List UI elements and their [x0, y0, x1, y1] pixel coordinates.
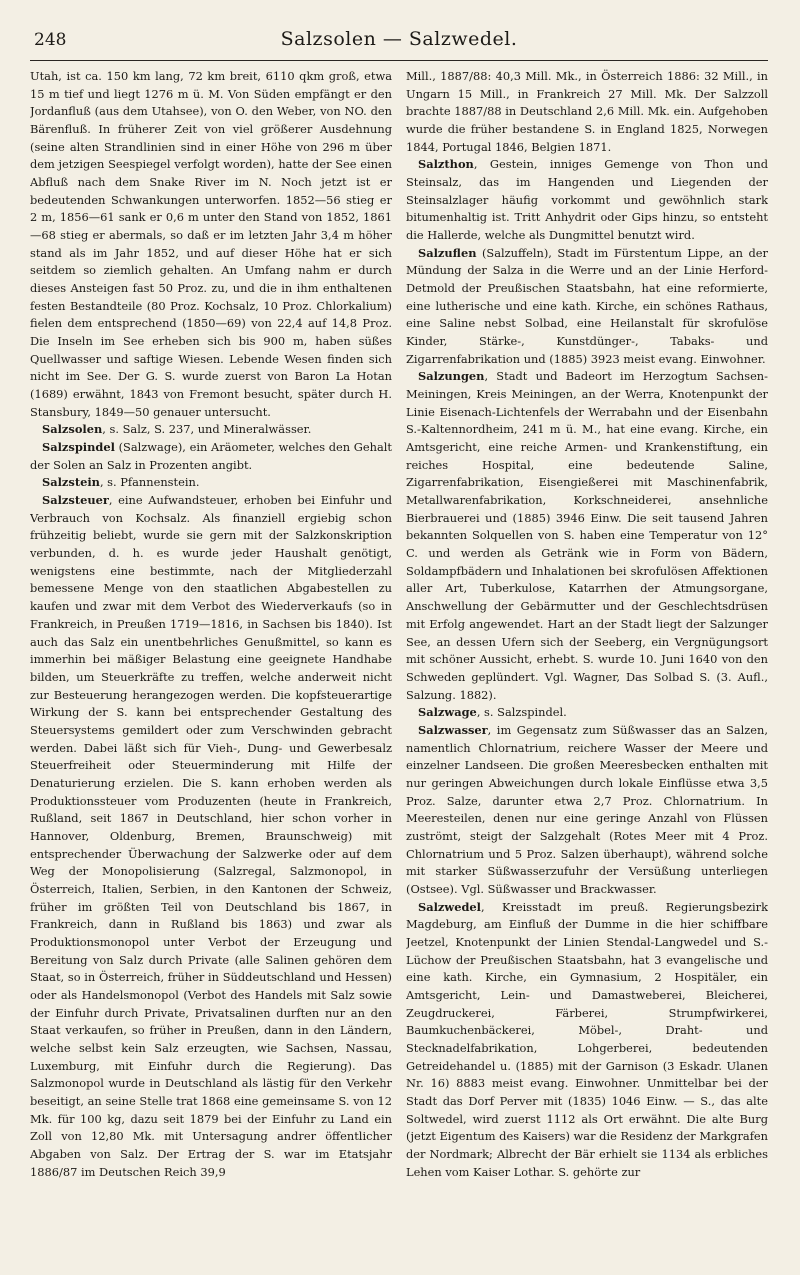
dictionary-entry [30, 421, 392, 439]
entry-headword: Salzspindel [42, 440, 115, 455]
right-column [406, 68, 768, 1259]
dictionary-entry [406, 156, 768, 244]
entry-headword: Salzwedel [418, 899, 481, 914]
entry-text: , Kreisstadt im preuß. Regierungsbezirk Magdeburg, am Einfluß der Dumme in die hier schiffbare Jeetzel, Knotenpunkt der Linien Stendal-Langwedel und S.-Lüchow der Preußischen Staatsbahn, hat 3 evangelische und eine kath. Kirche, ein Gymnasium, 2 Hospitäler, ein Amtsgericht, Lein- und Damastweberei, Bleicherei, Zeugdruckerei, Färberei, Strumpfwirkerei, Baumkuchenbäckerei, Möbel-, Draht- und Stecknadelfabrikation, Lohgerberei, bedeutenden Getreidehandel u. (1885) mit der Garnison (3 Eskadr. Ulanen Nr. 16) 8883 meist evang. Einwohner. Unmittelbar bei der Stadt das Dorf Perver mit (1835) 1046 Einw. — S., das alte Soltwedel, wird zuerst 1112 als Ort erwähnt. Die alte Burg (jetzt Eigentum des Kaisers) war die Residenz der Markgrafen der Nordmark; Albrecht der Bär erhielt sie 1134 als erbliches Lehen vom Kaiser Lothar. S. gehörte zur [406, 899, 768, 1179]
dictionary-entry [30, 439, 392, 474]
page-header [30, 20, 768, 61]
entry-text: , s. Salzspindel. [476, 705, 567, 720]
entry-text: , Gestein, inniges Gemenge von Thon und Steinsalz, das im Hangenden und Liegenden der Steinsalzlager häufig vorkommt und gewöhnlich stark bitumenhaltig ist. Tritt Anhydrit oder Gips hinzu, so entsteht die Hallerde, welche als Dungmittel benutzt wird. [406, 157, 768, 243]
dictionary-entry [30, 474, 392, 492]
entry-headword: Salzthon [418, 157, 474, 172]
entry-headword: Salzuflen [418, 245, 477, 260]
entry-headword: Salzwasser [418, 722, 488, 737]
page-number: 248 [34, 30, 67, 50]
dictionary-entry [406, 722, 768, 899]
entry-text: (Salzuffeln), Stadt im Fürstentum Lippe, an der Mündung der Salza in die Werre und an der Linie Herford-Detmold der Preußischen Staatsbahn, hat eine reformierte, eine lutherische und eine kath. Kirche, ein schönes Rathaus, eine Saline nebst Solbad, eine Heilanstalt für skrofulöse Kinder, Stärke-, Kunstdünger-, Tabaks- und Zigarrenfabrikation und (1885) 3923 meist evang. Einwohner. [406, 245, 768, 366]
running-title: Salzsolen — Salzwedel. [280, 28, 518, 50]
entry-text: , s. Pfannenstein. [99, 475, 200, 490]
entry-text: , Stadt und Badeort im Herzogtum Sachsen-Meiningen, Kreis Meiningen, an der Werra, Knotenpunkt der Linie Eisenach-Lichtenfels der Werrabahn und der Eisenbahn S.-Kaltennordheim, 241 m ü. M., hat eine evang. Kirche, ein Amtsgericht, eine reiche Armen- und Krankenstiftung, ein reiches Hospital, eine bedeutende Saline, Zigarrenfabrikation, Eisengießerei mit Maschinenfabrik, Metallwarenfabrikation, Korkschneiderei, ansehnliche Bierbrauerei und (1885) 3946 Einw. Die seit tausend Jahren bekannten Solquellen von S. haben eine Temperatur von 12° C. und werden als Getränk wie in Form von Bädern, Soldampfbädern und Inhalationen bei skrofulösen Affektionen aller Art, Tuberkulose, Katarrhen der Atmungsorgane, Anschwellung der Gebärmutter und der Geschlechtsdrüsen mit Erfolg angewendet. Hart an der Stadt liegt der Salzunger See, an dessen Ufern sich der Seeberg, ein Vergnügungsort mit schöner Aussicht, erhebt. S. wurde 10. Juni 1640 von den Schweden geplündert. Vgl. Wagner, Das Solbad S. (3. Aufl., Salzung. 1882). [406, 369, 768, 702]
entry-text: , s. Salz, S. 237, und Mineralwässer. [102, 422, 312, 437]
text-columns [30, 68, 768, 1259]
entry-headword: Salzstein [42, 475, 100, 490]
entry-headword: Salzsteuer [42, 493, 109, 508]
entry-continuation [30, 68, 392, 421]
entry-text: , im Gegensatz zum Süßwasser das an Salzen, namentlich Chlornatrium, reichere Wasser der Meere und einzelner Landseen. Die großen Meeresbecken enthalten mit nur geringen Abweichungen durch lokale Einflüsse etwa 3,5 Proz. Salze, darunter etwa 2,7 Proz. Chlornatrium. In Meeresteilen, denen nur eine geringe Anzahl von Flüssen zuströmt, steigt der Salzgehalt (Rotes Meer mit 4 Proz. Chlornatrium und 5 Proz. Salzen überhaupt), während solche mit starker Süßwasserzufuhr der Versüßung unterliegen (Ostsee). Vgl. Süßwasser und Brackwasser. [406, 722, 768, 896]
entry-text: Mill., 1887/88: 40,3 Mill. Mk., in Österreich 1886: 32 Mill., in Ungarn 15 Mill., in Frankreich 27 Mill. Mk. Der Salzzoll brachte 1887/88 in Deutschland 2,6 Mill. Mk. ein. Aufgehoben wurde die früher bestandene S. in England 1825, Norwegen 1844, Portugal 1846, Belgien 1871. [406, 69, 768, 154]
dictionary-entry [30, 492, 392, 1181]
entry-text: , eine Aufwandsteuer, erhoben bei Einfuhr und Verbrauch von Kochsalz. Als finanziell ergiebig schon frühzeitig beliebt, wurde sie gern mit der Salzkonskription verbunden, d. h. es wurde jeder Haushalt genötigt, wenigstens eine bestimmte, nach der Mitgliederzahl bemessene Menge von den staatlichen Abgabestellen zu kaufen und zwar mit dem Verbot des Wiederverkaufs (so in Frankreich, in Preußen 1719—1816, in Sachsen bis 1840). Ist auch das Salz ein unentbehrliches Genußmittel, so kann es immerhin bei mäßiger Belastung eine geeignete Handhabe bilden, um Steuerkräfte zu treffen, welche anderweit nicht zur Besteuerung herangezogen werden. Die kopfsteuerartige Wirkung der S. kann bei entsprechender Gestaltung des Steuersystems gemildert oder zum Verschwinden gebracht werden. Dabei läßt sich für Vieh-, Dung- und Gewerbesalz Steuerfreiheit oder Steuerminderung mit Hilfe der Denaturierung erzielen. Die S. kann erhoben werden als Produktionssteuer vom Produzenten (heute in Frankreich, Rußland, seit 1867 in Deutschland, hier schon vorher in Hannover, Oldenburg, Bremen, Braunschweig) mit entsprechender Überwachung der Salzwerke oder auf dem Weg der Monopolisierung (Salzregal, Salzmonopol, in Österreich, Italien, Serbien, in den Kantonen der Schweiz, früher im größten Teil von Deutschland bis 1867, in Frankreich, dann in Rußland bis 1863) und zwar als Produktionsmonopol unter Verbot der Erzeugung und Bereitung von Salz durch Private (alle Salinen gehören dem Staat, so in Österreich, früher in Süddeutschland und Hessen) oder als Handelsmonopol (Verbot des Handels mit Salz sowie der Einfuhr durch Private, Privatsalinen durften nur an den Staat verkaufen, so früher in Preußen, dann in den Ländern, welche selbst kein Salz erzeugten, wie Sachsen, Nassau, Luxemburg, mit Einfuhr durch die Regierung). Das Salzmonopol wurde in Deutschland als lästig für den Verkehr beseitigt, an seine Stelle trat 1868 eine gemeinsame S. von 12 Mk. für 100 kg, dazu seit 1879 bei der Einfuhr zu Land ein Zoll von 12,80 Mk. mit Untersagung andrer öffentlicher Abgaben von Salz. Der Ertrag der S. war im Etatsjahr 1886/87 im Deutschen Reich 39,9 [30, 493, 392, 1179]
dictionary-entry [406, 704, 768, 722]
left-column [30, 68, 392, 1259]
entry-headword: Salzsolen [42, 422, 103, 437]
entry-headword: Salzungen [418, 369, 485, 384]
entry-text: (Salzwage), ein Aräometer, welches den Gehalt der Solen an Salz in Prozenten angibt. [30, 440, 392, 472]
dictionary-entry [406, 368, 768, 704]
entry-continuation [406, 68, 768, 156]
dictionary-entry [406, 899, 768, 1182]
entry-headword: Salzwage [418, 705, 477, 720]
entry-text: Utah, ist ca. 150 km lang, 72 km breit, 6110 qkm groß, etwa 15 m tief und liegt 1276 m ü. M. Von Süden empfängt er den Jordanfluß (aus dem Utahsee), von O. den Weber, von NO. den Bärenfluß. In früherer Zeit von viel größerer Ausdehnung (seine alten Strandlinien sind in einer Höhe von 296 m über dem jetzigen Seespiegel verfolgt worden), hatte der See einen Abfluß nach dem Snake River im N. Noch jetzt ist er bedeutenden Schwankungen unterworfen. 1852—56 stieg er 2 m, 1856—61 sank er 0,6 m unter den Stand von 1852, 1861—68 stieg er abermals, so daß er im letzten Jahr 3,4 m höher stand als im Jahr 1852, und auf dieser Höhe hat er sich seitdem so ziemlich gehalten. An Umfang nahm er durch dieses Ansteigen fast 50 Proz. zu, und die in ihm enthaltenen festen Bestandteile (80 Proz. Kochsalz, 10 Proz. Chlorkalium) fielen dem entsprechend (1850—69) von 22,4 auf 14,8 Proz. Die Inseln im See erheben sich bis 900 m, haben süßes Quellwasser und saftige Wiesen. Lebende Wesen finden sich nicht im See. Der G. S. wurde zuerst von Baron La Hotan (1689) erwähnt, 1843 von Fremont besucht, später durch H. Stansbury, 1849—50 genauer untersucht. [30, 69, 392, 419]
dictionary-entry [406, 245, 768, 369]
